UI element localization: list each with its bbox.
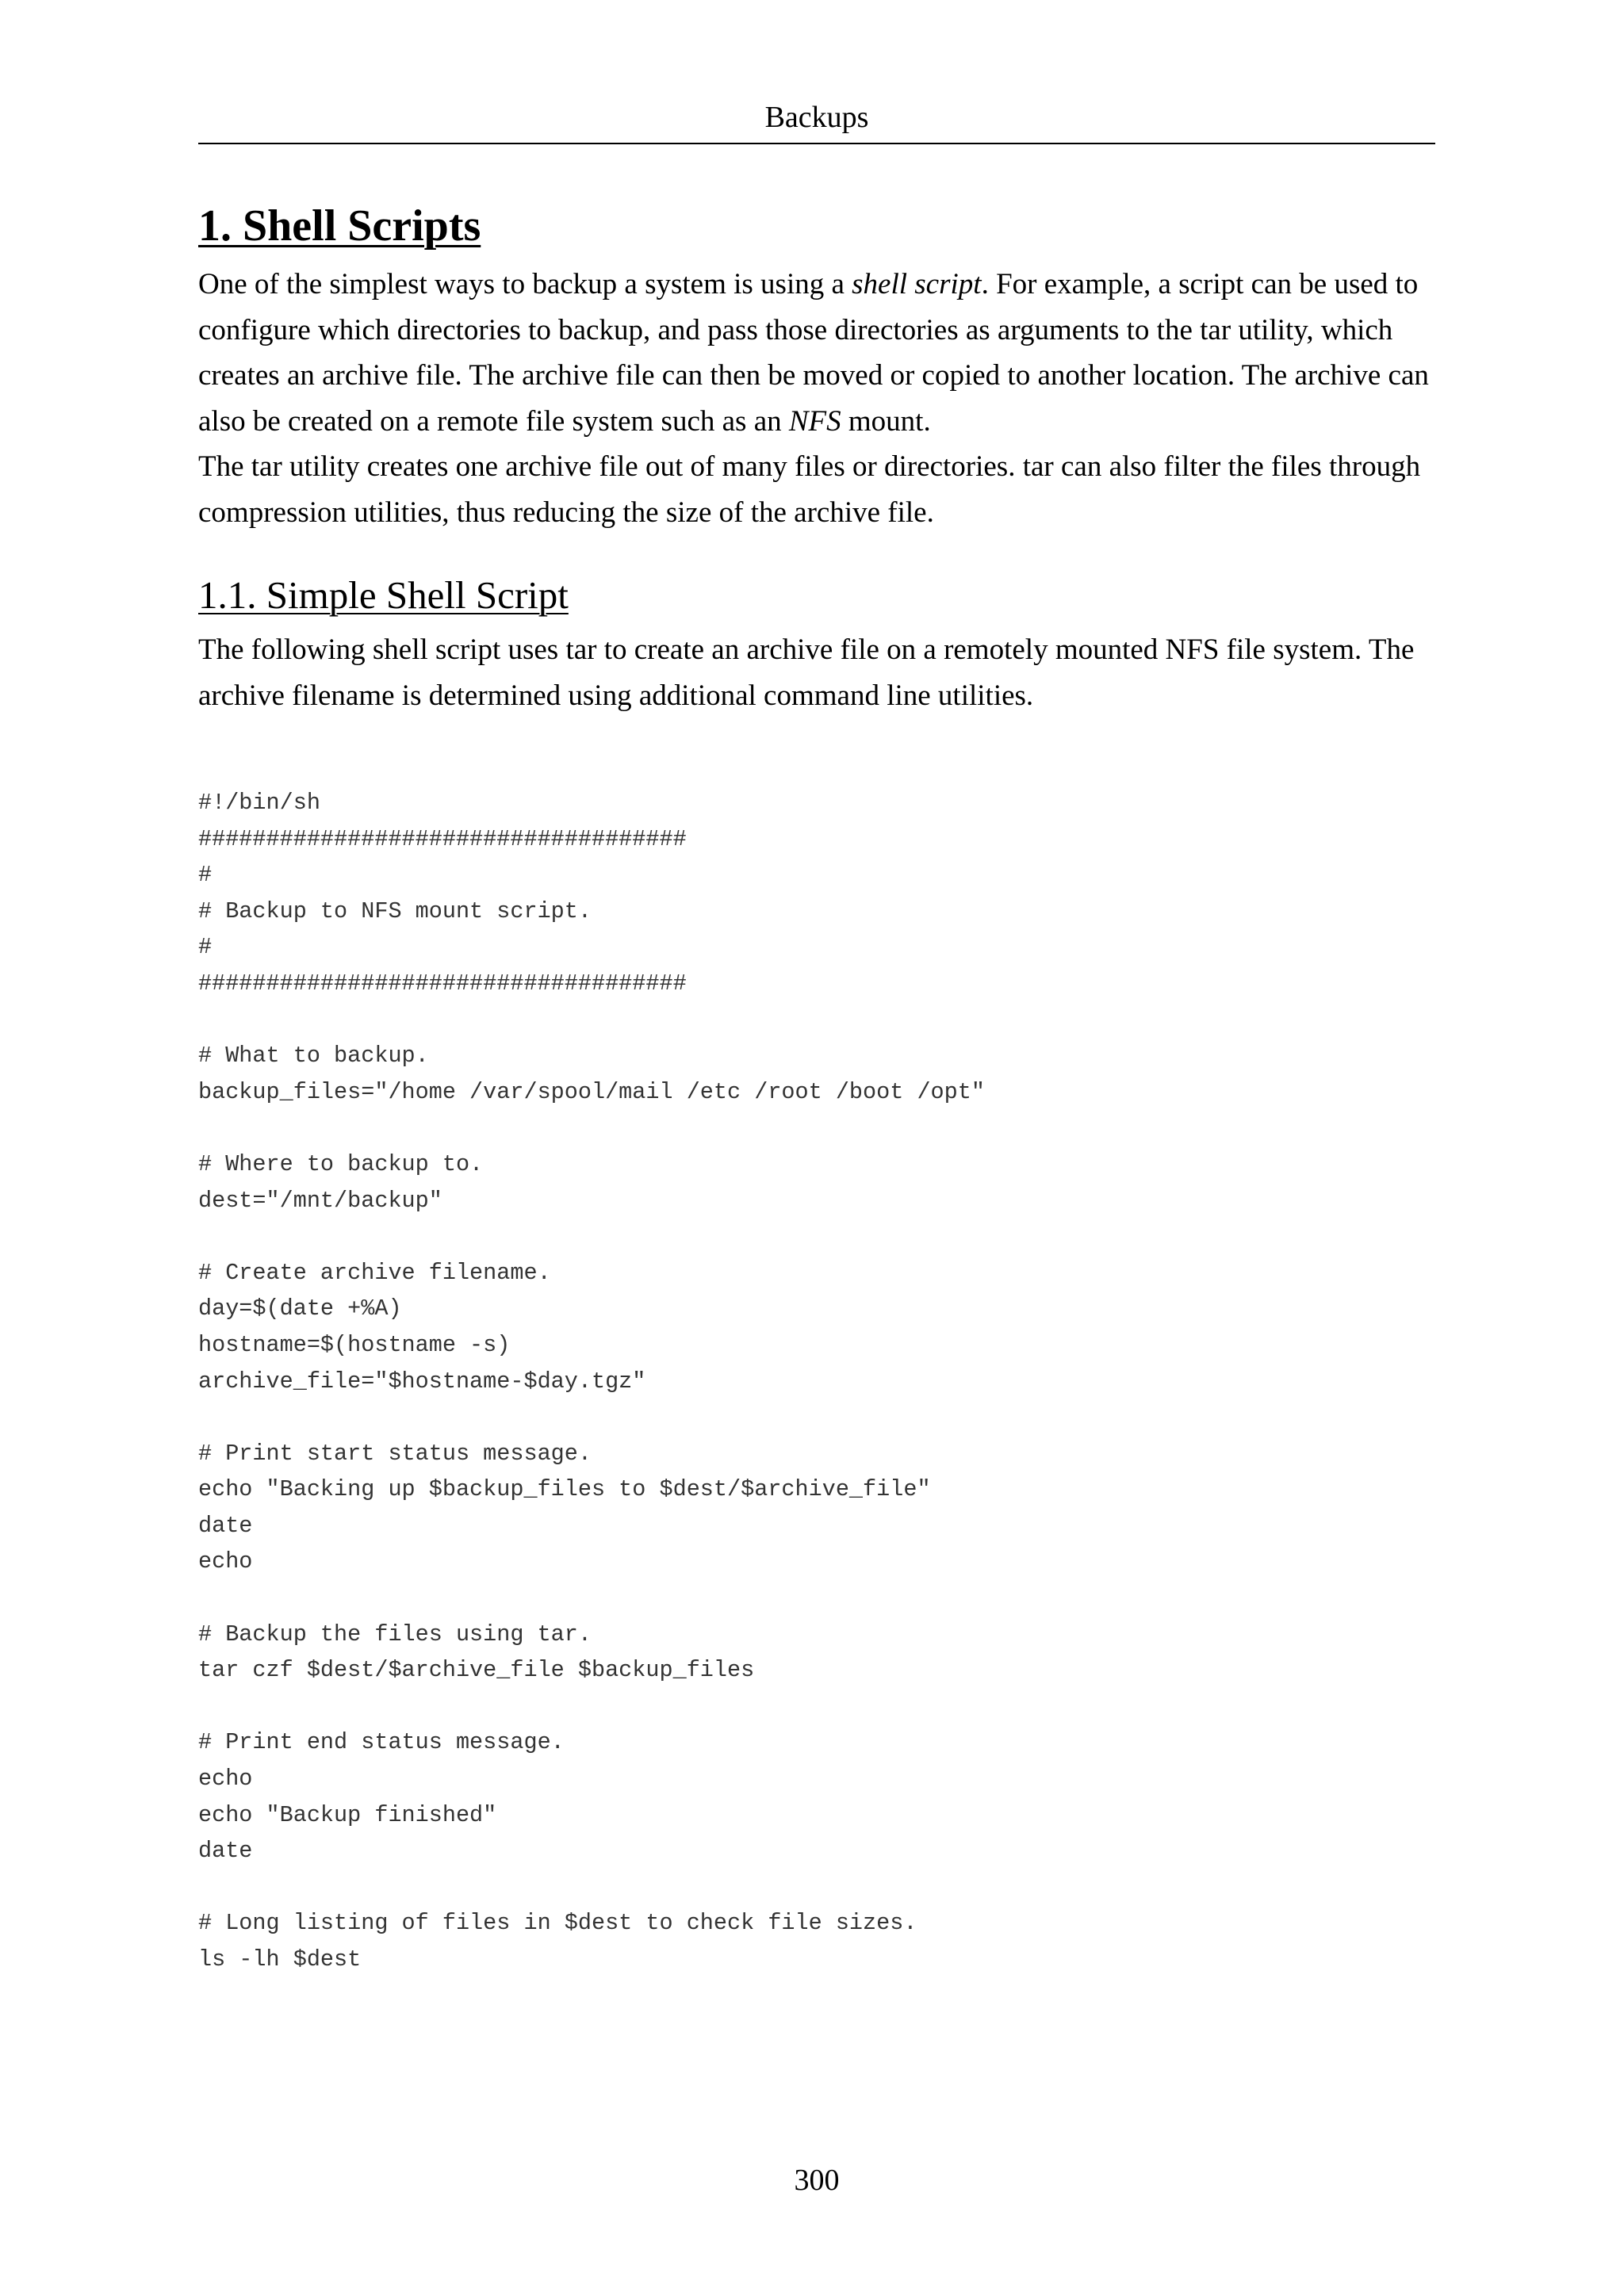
code-line: ls -lh $dest [198,1946,362,1973]
running-header: Backups [764,101,869,134]
code-block [198,785,1435,1978]
code-line [198,1110,1435,1146]
section-title: 1. Shell Scripts [198,201,481,251]
code-line: echo "Backing up $backup_files to $dest/$archive_file" [198,1476,931,1503]
code-line: # [198,862,213,889]
code-line: # [198,934,213,961]
code-line [198,1689,1435,1725]
code-line: date [198,1512,253,1539]
code-line: echo [198,1548,253,1575]
code-line: #!/bin/sh [198,790,320,816]
code-line [198,1219,1435,1255]
code-line [198,1580,1435,1617]
tar-paragraph: The tar utility creates one archive file out of many files or directories. tar can also filter the files through compression utilities, thus reducing the size of the archive file. [198,450,1421,529]
code-line: hostname=$(hostname -s) [198,1331,511,1358]
code-line: # Long listing of files in $dest to check file sizes. [198,1910,917,1937]
code-line: # Where to backup to. [198,1150,484,1177]
code-line: dest="/mnt/backup" [198,1187,442,1214]
code-line: # Backup the files using tar. [198,1621,592,1647]
code-line: # What to backup. [198,1043,429,1070]
script-description-paragraph: The following shell script uses tar to create an archive file on a remotely mounted NFS file system. The archive filename is determined using additional command line utilities. [198,633,1415,712]
code-line: # Create archive filename. [198,1259,551,1286]
code-line: # Print start status message. [198,1440,592,1467]
subsection-title: 1.1. Simple Shell Script [198,573,569,617]
code-line: tar czf $dest/$archive_file $backup_files [198,1657,755,1684]
code-line: echo [198,1766,253,1793]
code-line: backup_files="/home /var/spool/mail /etc /root /boot /opt" [198,1078,985,1105]
shell-script-term: shell script [852,268,982,300]
code-line: day=$(date +%A) [198,1295,402,1322]
code-line: #################################### [198,970,687,997]
header-rule [198,143,1435,144]
page-number: 300 [794,2164,840,2197]
code-line [198,1002,1435,1039]
code-line: # Backup to NFS mount script. [198,897,592,924]
page-content [198,190,1435,1978]
code-line: date [198,1838,253,1865]
code-line: # Print end status message. [198,1729,565,1756]
intro-text-2: . For example, a script can be used to configure which directories to backup, and pass those directories as arguments to the tar utility, which creates an archive file. The archive file can then be moved or copied to another location. The archive can also be created on a remote file system such as an [198,268,1429,438]
intro-paragraph [198,262,1435,444]
code-line [198,1869,1435,1906]
code-line: #################################### [198,825,687,852]
code-line: archive_file="$hostname-$day.tgz" [198,1368,646,1395]
intro-text-1: One of the simplest ways to backup a system is using a [198,268,852,300]
nfs-term: NFS [788,404,841,438]
code-line: echo "Backup finished" [198,1801,497,1828]
code-line [198,1399,1435,1436]
intro-text-3: mount. [841,404,931,438]
